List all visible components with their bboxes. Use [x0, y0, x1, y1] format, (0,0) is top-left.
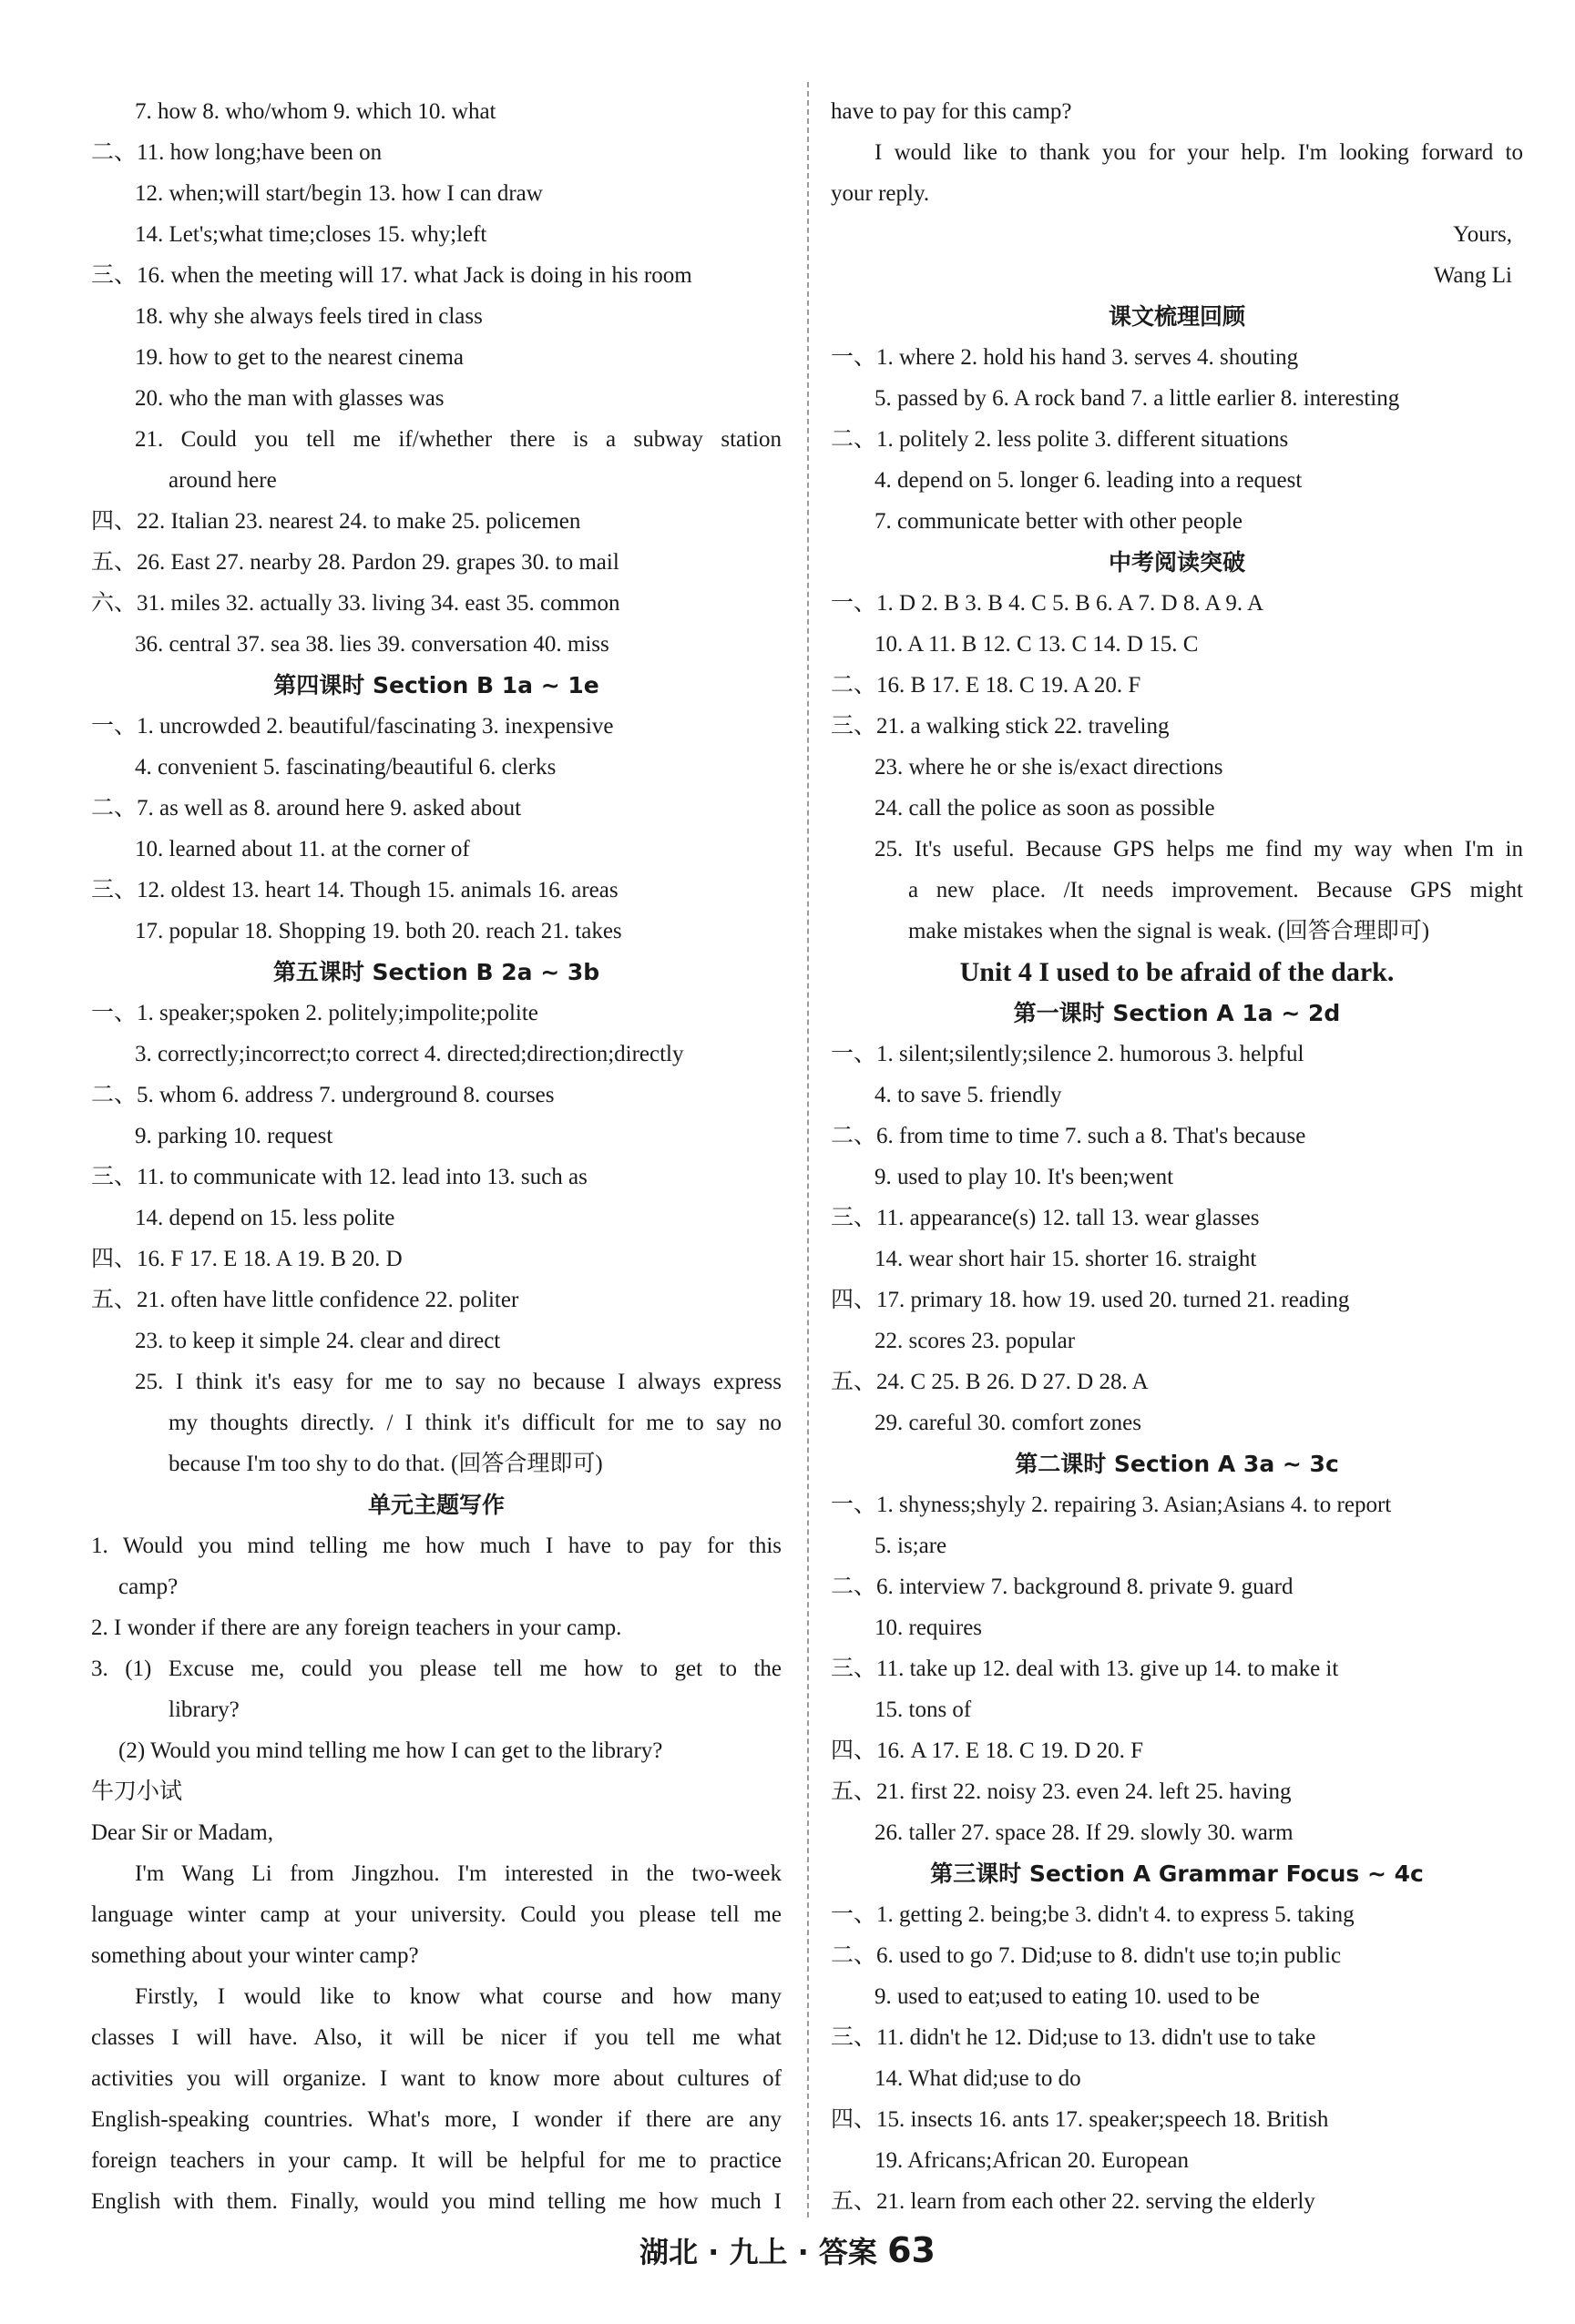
section-heading: 第一课时 Section A 1a ~ 2d	[1013, 1000, 1341, 1026]
answer-line: 3. (1) Excuse me, could you please tell me how to get to the	[91, 1656, 782, 1681]
answer-line: 20. who the man with glasses was	[135, 386, 445, 411]
answer-line: 14. wear short hair 15. shorter 16. straight	[874, 1247, 1257, 1271]
answer-line: 36. central 37. sea 38. lies 39. conversation 40. miss	[135, 632, 609, 657]
answer-line: 5. passed by 6. A rock band 7. a little earlier 8. interesting	[874, 386, 1400, 411]
answer-line: 25. I think it's easy for me to say no because I always express	[135, 1370, 782, 1394]
answer-line: 二、6. from time to time 7. such a 8. That's because	[831, 1124, 1306, 1148]
answer-line: 五、21. first 22. noisy 23. even 24. left 25. having	[831, 1779, 1292, 1804]
answer-line: 19. how to get to the nearest cinema	[135, 345, 464, 370]
section-heading: 第五课时 Section B 2a ~ 3b	[272, 959, 600, 985]
answer-line: language winter camp at your university. Could you please tell me	[91, 1902, 782, 1927]
answer-line: 25. It's useful. Because GPS helps me find my way when I'm in	[874, 837, 1523, 861]
section-heading: 第三课时 Section A Grammar Focus ~ 4c	[930, 1860, 1424, 1887]
answer-line: foreign teachers in your camp. It will be helpful for me to practice	[91, 2148, 782, 2173]
answer-line: 1. Would you mind telling me how much I have to pay for this	[91, 1534, 782, 1558]
right-column	[831, 91, 1523, 2222]
answer-line: 三、11. didn't he 12. Did;use to 13. didn't use to take	[831, 2025, 1316, 2050]
answer-line: 三、12. oldest 13. heart 14. Though 15. animals 16. areas	[91, 878, 619, 902]
answer-line: 19. Africans;African 20. European	[874, 2148, 1190, 2173]
answer-line: 15. tons of	[874, 1697, 972, 1722]
left-column	[91, 91, 782, 2222]
answer-line: 一、1. D 2. B 3. B 4. C 5. B 6. A 7. D 8. A 9. A	[831, 591, 1264, 616]
answer-line: a new place. /It needs improvement. Because GPS might	[908, 878, 1523, 902]
answer-line: 三、11. appearance(s) 12. tall 13. wear glasses	[831, 1206, 1260, 1230]
answer-line: 4. convenient 5. fascinating/beautiful 6. clerks	[135, 755, 557, 780]
answer-line: 二、7. as well as 8. around here 9. asked about	[91, 796, 522, 821]
answer-line: 14. depend on 15. less polite	[135, 1206, 395, 1230]
answer-line: 一、1. getting 2. being;be 3. didn't 4. to express 5. taking	[831, 1902, 1355, 1927]
answer-line: library?	[169, 1697, 240, 1722]
answer-line: I'm Wang Li from Jingzhou. I'm interested in the two-week	[135, 1861, 782, 1886]
answer-line: 9. used to play 10. It's been;went	[874, 1165, 1174, 1189]
answer-line: (2) Would you mind telling me how I can get to the library?	[118, 1738, 663, 1763]
answer-line: have to pay for this camp?	[831, 99, 1072, 124]
section-heading: 中考阅读突破	[1108, 549, 1245, 576]
answer-line: 四、17. primary 18. how 19. used 20. turned 21. reading	[831, 1288, 1350, 1312]
answer-line: 一、1. uncrowded 2. beautiful/fascinating 3. inexpensive	[91, 714, 614, 739]
answer-line: 三、11. take up 12. deal with 13. give up 14. to make it	[831, 1656, 1339, 1681]
answer-line: 牛刀小试	[91, 1779, 183, 1804]
answer-line: 2. I wonder if there are any foreign teachers in your camp.	[91, 1616, 622, 1640]
answer-line: 9. used to eat;used to eating 10. used to be	[874, 1984, 1260, 2009]
answer-line: 5. is;are	[874, 1534, 947, 1558]
answer-line: 4. to save 5. friendly	[874, 1083, 1062, 1107]
answer-line: 五、26. East 27. nearby 28. Pardon 29. grapes 30. to mail	[91, 550, 619, 575]
answer-line: 六、31. miles 32. actually 33. living 34. east 35. common	[91, 591, 620, 616]
answer-line: because I'm too shy to do that. (回答合理即可)	[169, 1452, 603, 1476]
answer-line: 10. learned about 11. at the corner of	[135, 837, 470, 861]
answer-line: 14. Let's;what time;closes 15. why;left	[135, 222, 487, 247]
answer-line: 21. Could you tell me if/whether there is a subway station	[135, 427, 782, 452]
answer-line: 三、21. a walking stick 22. traveling	[831, 714, 1170, 739]
answer-line: 12. when;will start/begin 13. how I can draw	[135, 181, 543, 206]
answer-line: 二、5. whom 6. address 7. underground 8. courses	[91, 1083, 555, 1107]
answer-line: 二、11. how long;have been on	[91, 140, 383, 165]
answer-line: 14. What did;use to do	[874, 2066, 1081, 2091]
answer-line: make mistakes when the signal is weak. (回答合理即可)	[908, 919, 1430, 943]
answer-line: 26. taller 27. space 28. If 29. slowly 30. warm	[874, 1820, 1294, 1845]
section-heading: 课文梳理回顾	[1108, 303, 1245, 330]
answer-line: 18. why she always feels tired in class	[135, 304, 483, 329]
answer-line: my thoughts directly. / I think it's difficult for me to say no	[169, 1411, 782, 1435]
answer-line: 10. A 11. B 12. C 13. C 14. D 15. C	[874, 632, 1199, 657]
answer-line: classes I will have. Also, it will be nicer if you tell me what	[91, 2025, 782, 2050]
answer-line: 24. call the police as soon as possible	[874, 796, 1215, 821]
answer-line: 一、1. silent;silently;silence 2. humorous 3. helpful	[831, 1042, 1304, 1066]
answer-line: 23. where he or she is/exact directions	[874, 755, 1223, 780]
answer-line: around here	[169, 468, 277, 493]
answer-line: 23. to keep it simple 24. clear and direct	[135, 1329, 501, 1353]
answer-line: Yours,	[1453, 222, 1512, 247]
answer-line: 4. depend on 5. longer 6. leading into a request	[874, 468, 1303, 493]
footer-label: 湖北 · 九上 · 答案	[639, 2235, 877, 2269]
answer-line: your reply.	[831, 181, 930, 206]
section-heading: 单元主题写作	[367, 1492, 505, 1518]
section-heading: Unit 4 I used to be afraid of the dark.	[959, 957, 1395, 987]
answer-line: 二、16. B 17. E 18. C 19. A 20. F	[831, 673, 1141, 698]
answer-line: English with them. Finally, would you mind telling me how much I	[91, 2189, 782, 2214]
answer-line: 29. careful 30. comfort zones	[874, 1411, 1141, 1435]
answer-line: 五、21. learn from each other 22. serving the elderly	[831, 2189, 1315, 2214]
answer-line: 7. communicate better with other people	[874, 509, 1243, 534]
answer-line: 10. requires	[874, 1616, 983, 1640]
answer-line: 四、16. F 17. E 18. A 19. B 20. D	[91, 1247, 403, 1271]
page-footer	[0, 2229, 1575, 2271]
answer-line: 7. how 8. who/whom 9. which 10. what	[135, 99, 496, 124]
answer-line: Firstly, I would like to know what course and how many	[135, 1984, 782, 2009]
answer-line: activities you will organize. I want to know more about cultures of	[91, 2066, 782, 2091]
answer-line: I would like to thank you for your help. I'm looking forward to	[874, 140, 1523, 165]
section-heading: 第二课时 Section A 3a ~ 3c	[1015, 1451, 1339, 1477]
answer-line: 一、1. speaker;spoken 2. politely;impolite;polite	[91, 1001, 538, 1025]
answer-line: 17. popular 18. Shopping 19. both 20. reach 21. takes	[135, 919, 622, 943]
answer-line: English-speaking countries. What's more, I wonder if there are any	[91, 2107, 782, 2132]
answer-line: Dear Sir or Madam,	[91, 1820, 273, 1845]
answer-line: 四、15. insects 16. ants 17. speaker;speech 18. British	[831, 2107, 1329, 2132]
answer-line: Wang Li	[1433, 263, 1512, 288]
answer-line: 二、6. interview 7. background 8. private 9. guard	[831, 1575, 1294, 1599]
answer-line: 三、11. to communicate with 12. lead into 13. such as	[91, 1165, 588, 1189]
answer-line: 二、6. used to go 7. Did;use to 8. didn't use to;in public	[831, 1943, 1342, 1968]
answer-line: 五、24. C 25. B 26. D 27. D 28. A	[831, 1370, 1149, 1394]
answer-line: 22. scores 23. popular	[874, 1329, 1076, 1353]
column-divider	[807, 82, 809, 2217]
page-number: 63	[887, 2230, 936, 2270]
answer-line: 二、1. politely 2. less polite 3. different situations	[831, 427, 1289, 452]
answer-line: 9. parking 10. request	[135, 1124, 333, 1148]
answer-line: 一、1. shyness;shyly 2. repairing 3. Asian;Asians 4. to report	[831, 1493, 1392, 1517]
section-heading: 第四课时 Section B 1a ~ 1e	[273, 672, 599, 698]
answer-line: camp?	[118, 1575, 179, 1599]
answer-line: something about your winter camp?	[91, 1943, 419, 1968]
answer-line: 三、16. when the meeting will 17. what Jack is doing in his room	[91, 263, 692, 288]
answer-line: 3. correctly;incorrect;to correct 4. directed;direction;directly	[135, 1042, 684, 1066]
answer-line: 一、1. where 2. hold his hand 3. serves 4. shouting	[831, 345, 1299, 370]
answer-line: 四、16. A 17. E 18. C 19. D 20. F	[831, 1738, 1144, 1763]
answer-line: 四、22. Italian 23. nearest 24. to make 25. policemen	[91, 509, 581, 534]
answer-line: 五、21. often have little confidence 22. politer	[91, 1288, 519, 1312]
